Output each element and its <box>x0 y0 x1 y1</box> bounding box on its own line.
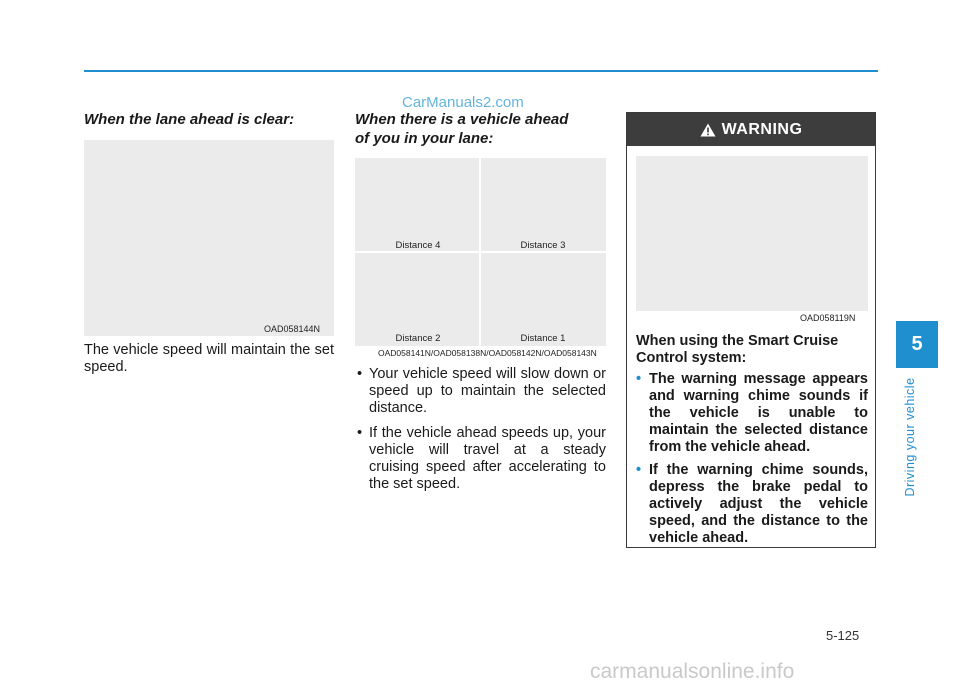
middle-bullet-list <box>355 366 606 501</box>
left-body-text: The vehicle speed will maintain the set speed. <box>84 342 334 375</box>
list-item <box>636 462 868 547</box>
list-item <box>355 366 606 417</box>
bullet-text: The warning message appears and warning chime sounds if the vehicle is unable to maintain the selected distance from the vehicle ahead. <box>649 371 868 455</box>
warning-image-code: OAD058119N <box>800 313 856 323</box>
left-image-code: OAD058144N <box>264 324 321 334</box>
warning-box <box>626 112 876 548</box>
middle-heading <box>355 110 607 148</box>
middle-heading-line1: When there is a vehicle ahead <box>355 111 569 128</box>
warning-bullet-list <box>636 371 868 553</box>
watermark-top: CarManuals2.com <box>402 94 524 111</box>
bullet-dot-icon: • <box>636 462 642 478</box>
left-heading: When the lane ahead is clear: <box>84 111 295 128</box>
distance-label-4: Distance 4 <box>395 240 441 251</box>
top-rule <box>84 70 878 72</box>
watermark-bottom: carmanualsonline.info <box>590 660 795 683</box>
middle-heading-line2: of you in your lane: <box>355 130 494 147</box>
warning-illustration <box>636 156 868 311</box>
chapter-number-tab: 5 <box>896 321 938 368</box>
bullet-text: If the warning chime sounds, depress the brake pedal to actively adjust the vehicle speed, and the distance to the vehicle ahead. <box>649 462 868 546</box>
warning-triangle-icon <box>700 123 716 137</box>
list-item <box>636 371 868 456</box>
bullet-text: Your vehicle speed will slow down or speed up to maintain the selected distance. <box>369 366 606 416</box>
warning-header <box>627 113 875 146</box>
distance-label-2: Distance 2 <box>395 333 441 344</box>
warning-title: WARNING <box>721 120 803 138</box>
page-number: 5-125 <box>826 628 860 643</box>
bullet-dot-icon: • <box>357 425 363 441</box>
bullet-dot-icon: • <box>357 366 363 382</box>
bullet-text: If the vehicle ahead speeds up, your vehicle will travel at a steady cruising speed after accelerating to the set speed. <box>369 425 606 492</box>
chapter-title-text: Driving your vehicle <box>903 377 917 497</box>
middle-image-code: OAD058141N/OAD058138N/OAD058142N/OAD058143N <box>378 348 597 358</box>
warning-intro: When using the Smart Cruise Control system: <box>636 333 839 366</box>
distance-label-1: Distance 1 <box>520 333 566 344</box>
chapter-title <box>898 372 922 502</box>
bullet-dot-icon: • <box>636 371 642 387</box>
list-item <box>355 425 606 493</box>
left-illustration <box>84 140 334 336</box>
distance-label-3: Distance 3 <box>520 240 566 251</box>
grid-divider-horizontal <box>355 251 606 253</box>
